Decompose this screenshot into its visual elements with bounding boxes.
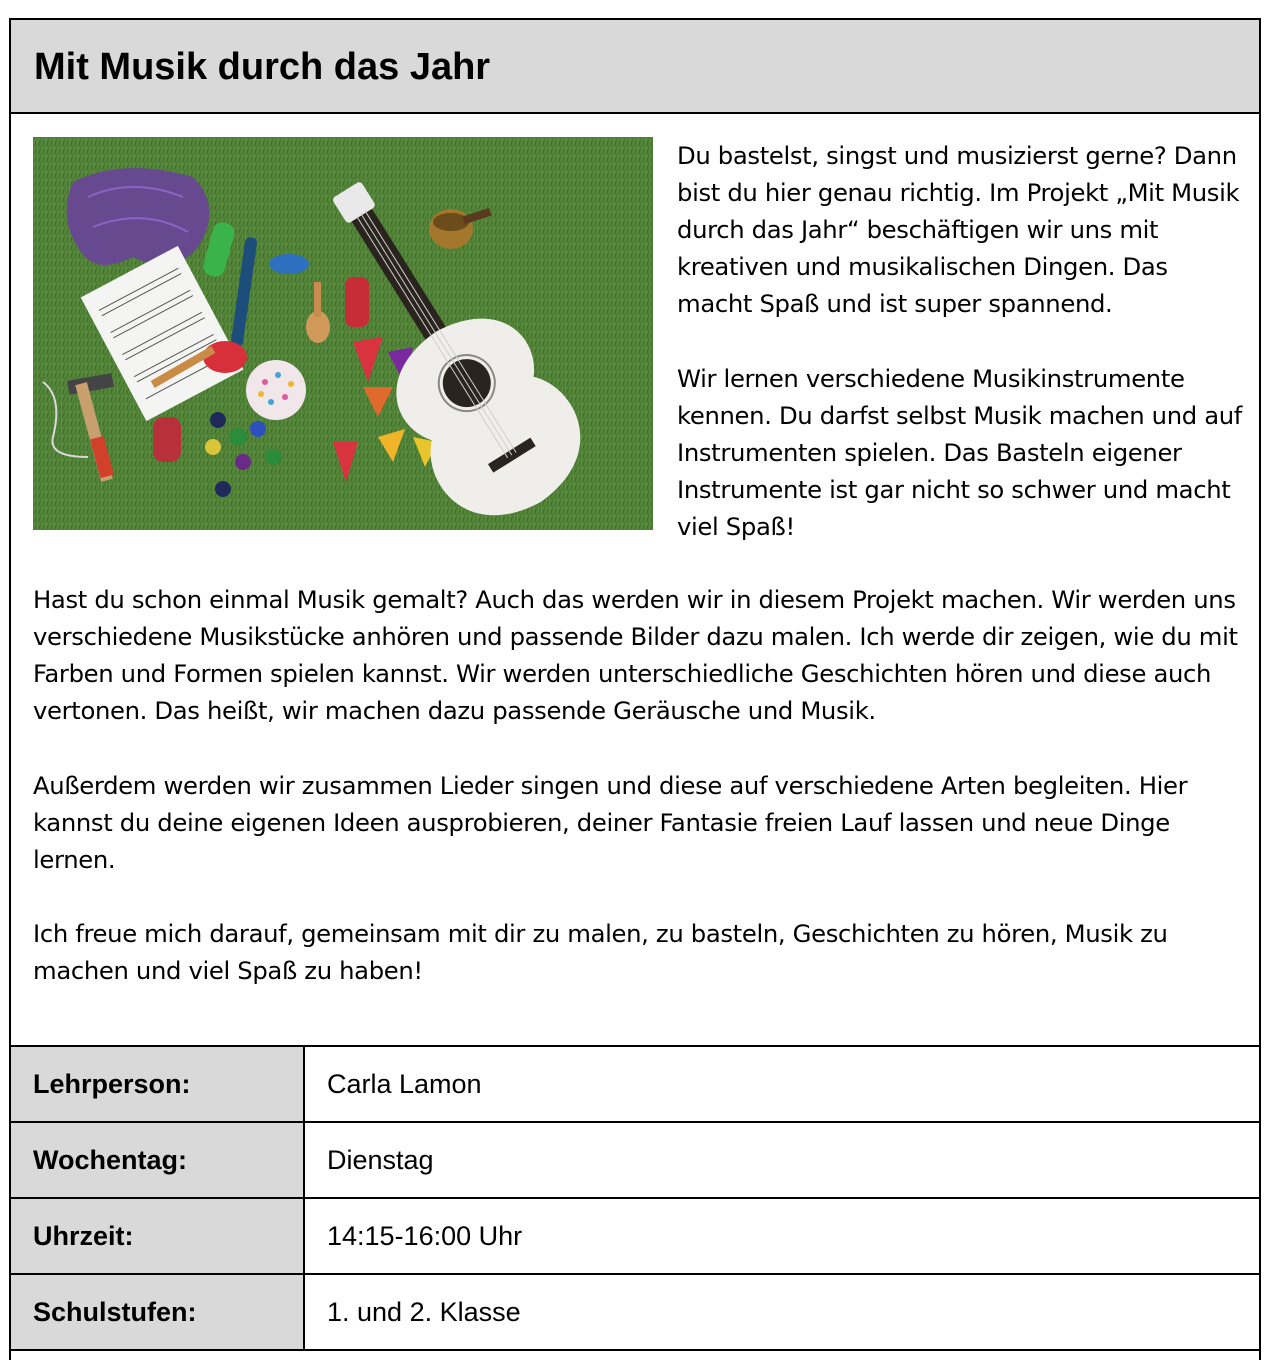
painting-paragraph: Hast du schon einmal Musik gemalt? Auch das werden wir in diesem Projekt machen. Wir werden uns verschiedene Musikstücke anhören und passende Bilder dazu malen. Ich werde dir zeigen, wie du mit Farben und Formen spielen kannst. Wir werden unterschiedliche Geschichten hören und diese auch vertonen. Das heißt, wir machen dazu passende Geräusche und Musik. <box>33 585 1238 726</box>
info-table <box>9 1045 1261 1351</box>
intro-paragraph: Du bastelst, singst und musizierst gerne? Dann bist du hier genau richtig. Im Projekt „Mit Musik durch das Jahr“ beschäftigen wir uns mit kreativen und musikalischen Dingen. Das macht Spaß und ist super spannend. <box>677 141 1240 319</box>
info-value: Carla Lamon <box>304 1046 1260 1122</box>
info-value: 14:15-16:00 Uhr <box>304 1198 1260 1274</box>
page-title: Mit Musik durch das Jahr <box>34 46 491 88</box>
info-value: 1. und 2. Klasse <box>304 1274 1260 1350</box>
info-label: Schulstufen: <box>10 1274 304 1350</box>
info-row-weekday <box>10 1122 1260 1198</box>
project-photo <box>33 137 653 530</box>
info-value: Dienstag <box>304 1122 1260 1198</box>
title-bar <box>9 18 1261 114</box>
info-row-grades <box>10 1274 1260 1350</box>
closing-paragraph: Ich freue mich darauf, gemeinsam mit dir zu malen, zu basteln, Geschichten zu hören, Musik zu machen und viel Spaß zu haben! <box>33 919 1168 986</box>
songs-paragraph: Außerdem werden wir zusammen Lieder singen und diese auf verschiedene Arten begleiten. Hier kannst du deine eigenen Ideen ausprobieren, deiner Fantasie freien Lauf lassen und neue Dinge lernen. <box>33 771 1188 875</box>
info-row-time <box>10 1198 1260 1274</box>
info-label: Lehrperson: <box>10 1046 304 1122</box>
info-row-teacher <box>10 1046 1260 1122</box>
info-label: Wochentag: <box>10 1122 304 1198</box>
instruments-paragraph: Wir lernen verschiedene Musikinstrumente kennen. Du darfst selbst Musik machen und auf Instrumenten spielen. Das Basteln eigener Instrumente ist gar nicht so schwer und macht viel Spaß! <box>677 364 1243 542</box>
info-label: Uhrzeit: <box>10 1198 304 1274</box>
